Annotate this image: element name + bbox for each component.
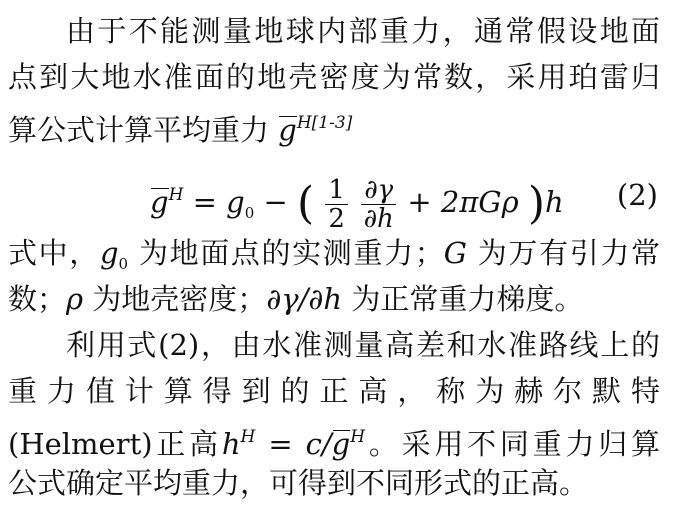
p2-line-2: 数；ρ 为地壳密度；∂γ/∂h 为正常重力梯度。 <box>8 282 584 316</box>
eq-g0-sub: 0 <box>244 204 255 222</box>
eq-g0: g <box>226 185 245 219</box>
p3-line-3: (Helmert)正高$h^H = c/g^H$。采用不同重力归算 <box>8 414 660 460</box>
eq-h: h <box>545 185 564 219</box>
equation-2 <box>0 160 678 234</box>
equation-body: $g^H = g_0$ − ( $\frac{1}{2}$ $\frac{\partial\gamma}{\partial h}$ + 2πGρ )h <box>150 174 564 234</box>
p1-line-2: 点到大地水准面的地壳密度为常数，采用珀雷归 <box>8 60 660 94</box>
p3-line-1: 利用式(2)，由水准测量高差和水准路线上的 <box>66 328 660 362</box>
eq-left-paren: ( <box>297 178 315 229</box>
eq-fraction-half: $\frac{1}{2}$ <box>325 176 348 233</box>
equation-number: (2) <box>616 178 658 212</box>
p3-line-2: 重力值计算得到的正高，称为赫尔默特 <box>8 374 660 408</box>
p1-line-1: 由于不能测量地球内部重力，通常假设地面 <box>66 14 660 48</box>
p1-line-3-text: 算公式计算平均重力 <box>8 113 270 147</box>
p3-line-4: 公式确定平均重力，可得到不同形式的正高。 <box>8 466 589 500</box>
eq-lhs-symbol: g <box>150 179 169 225</box>
p2-line-1: 式中，$g_0$ 为地面点的实测重力；G 为万有引力常 <box>8 236 660 273</box>
eq-right-paren: ) <box>527 178 546 229</box>
eq-minus: − <box>263 185 288 219</box>
p1-line-3 <box>8 100 660 146</box>
mean-gravity-citation: H[1-3] <box>296 113 353 133</box>
eq-lhs-sup: H <box>168 185 184 205</box>
mean-gravity-symbol: g <box>278 107 297 153</box>
eq-fraction-gradient: $\frac{\partial\gamma}{\partial h}$ <box>361 176 396 233</box>
eq-plus-term: + 2πGρ <box>407 185 519 219</box>
